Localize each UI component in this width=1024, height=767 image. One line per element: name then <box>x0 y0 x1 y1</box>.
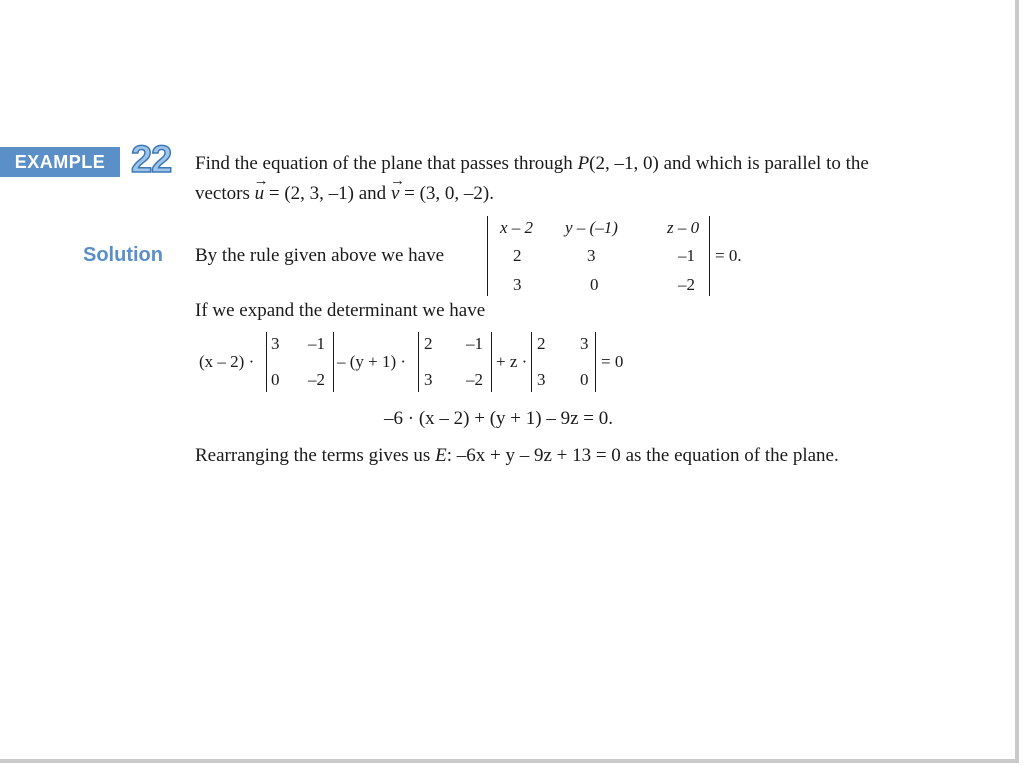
minor1-right-bar <box>333 332 334 392</box>
problem-statement-line2 <box>195 182 494 206</box>
vector-v-value: = (3, 0, –2). <box>399 183 494 204</box>
determinant-left-bar <box>487 216 488 296</box>
minor2-cell: –2 <box>466 370 483 389</box>
det-cell: y – (–1) <box>565 218 618 237</box>
equation-name: E <box>435 445 447 466</box>
minor1-cell: 3 <box>271 334 280 353</box>
point-name: P <box>577 153 590 174</box>
example-badge <box>0 147 120 177</box>
vector-u-name: → u <box>255 182 265 206</box>
solution-label: Solution <box>83 244 163 266</box>
statement-text: Find the equation of the plane that passes through <box>195 153 578 174</box>
det-cell: x – 2 <box>500 218 534 237</box>
conclusion-text: as the equation of the plane. <box>620 445 839 466</box>
det-cell: –1 <box>678 246 695 265</box>
expansion-equals: = 0 <box>601 352 624 371</box>
det-cell: 3 <box>587 246 596 265</box>
minor2-cell: 3 <box>424 370 433 389</box>
rule-text: By the rule given above we have <box>195 245 445 266</box>
minor3-cell: 2 <box>537 334 546 353</box>
problem-statement-line1 <box>195 152 869 176</box>
det-cell: 0 <box>590 275 599 294</box>
det-cell: –2 <box>678 275 695 294</box>
minor2-left-bar <box>418 332 419 392</box>
minor3-cell: 3 <box>580 334 589 353</box>
determinant-right-bar <box>709 216 710 296</box>
expansion-term1-prefix: (x – 2) · <box>199 352 255 371</box>
example-badge-label: EXAMPLE <box>14 151 106 172</box>
conclusion-text: Rearranging the terms gives us <box>195 445 436 466</box>
minor2-cell: –1 <box>466 334 483 353</box>
minor3-left-bar <box>531 332 532 392</box>
det-cell: 2 <box>513 246 522 265</box>
det-cell: z – 0 <box>667 218 700 237</box>
minor2-right-bar <box>491 332 492 392</box>
expansion-term3-prefix: + z · <box>496 352 528 371</box>
minor3-right-bar <box>595 332 596 392</box>
statement-text: vectors <box>195 183 255 204</box>
minor3-cell: 3 <box>537 370 546 389</box>
vector-v-name: → v <box>391 182 399 206</box>
example-number: 22 <box>131 139 172 181</box>
expand-text: If we expand the determinant we have <box>195 300 486 321</box>
point-coords: (2, –1, 0) <box>589 153 659 174</box>
vector-u-value: = (2, 3, –1) and <box>264 183 391 204</box>
det-cell: 3 <box>513 275 522 294</box>
expansion-term2-prefix: – (y + 1) · <box>337 352 407 371</box>
determinant-equals: = 0. <box>715 246 742 265</box>
statement-text: and which is parallel to the <box>658 153 869 174</box>
minor3-cell: 0 <box>580 370 589 389</box>
minor1-cell: –1 <box>308 334 325 353</box>
minor1-cell: 0 <box>271 370 280 389</box>
plane-equation: : –6x + y – 9z + 13 = 0 <box>446 445 621 466</box>
minor1-left-bar <box>266 332 267 392</box>
minor1-cell: –2 <box>308 370 325 389</box>
minor2-cell: 2 <box>424 334 433 353</box>
conclusion <box>195 444 839 468</box>
simplified-equation: –6 · (x – 2) + (y + 1) – 9z = 0. <box>384 408 613 429</box>
